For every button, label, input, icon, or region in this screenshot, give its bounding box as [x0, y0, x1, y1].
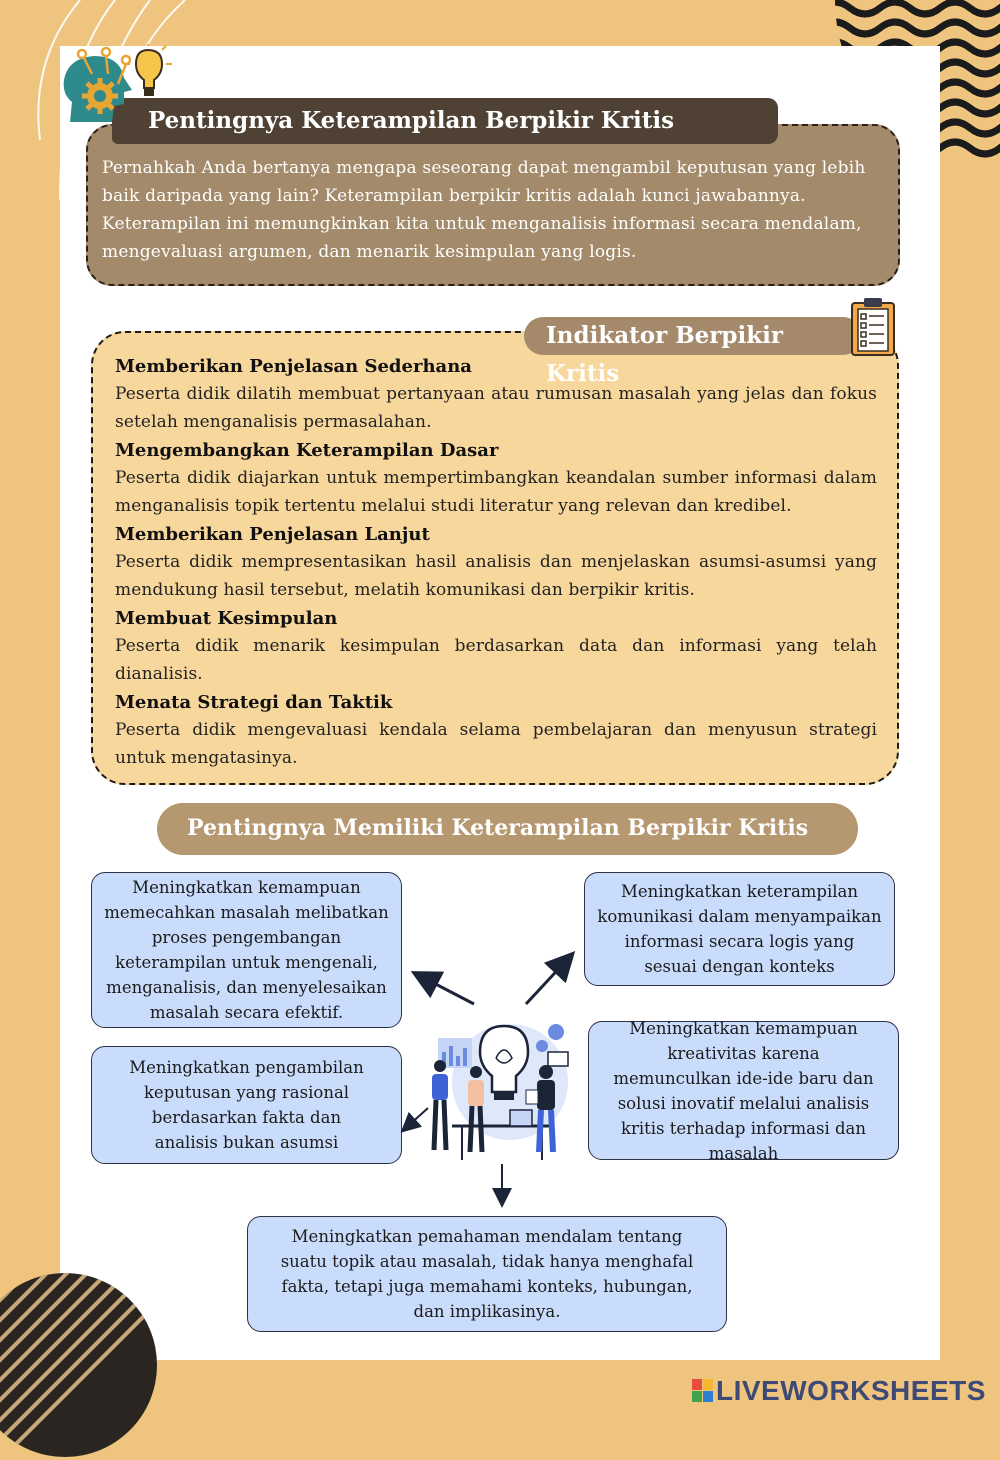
benefits-title	[157, 803, 858, 855]
indicator-title: Memberikan Penjelasan Lanjut	[115, 524, 430, 545]
intro-text: Pernahkah Anda bertanya mengapa seseorang dapat mengambil keputusan yang lebih baik daripada yang lain? Keterampilan berpikir kritis adalah kunci jawabannya. Keterampilan ini memungkinkan kita untuk menganalisis informasi secara mendalam, mengevaluasi argumen, dan menarik kesimpulan yang logis.	[102, 158, 866, 262]
main-title-text: Pentingnya Keterampilan Berpikir Kritis	[148, 107, 675, 134]
indicator-item	[115, 689, 877, 772]
indicator-text: Peserta didik mempresentasikan hasil analisis dan menjelaskan asumsi-asumsi yang mendukung hasil tersebut, melatih komunikasi dan berpikir kritis.	[115, 552, 877, 600]
benefit-text: Meningkatkan kemampuan kreativitas karena memunculkan ide-ide baru dan solusi inovatif melalui analisis kritis terhadap informasi dan masalah	[613, 1018, 874, 1163]
indicator-title: Mengembangkan Keterampilan Dasar	[115, 440, 499, 461]
gear-lightbulb-head-icon	[58, 44, 176, 124]
benefit-box-communication	[584, 872, 895, 986]
benefit-box-understanding	[247, 1216, 727, 1332]
benefit-text: Meningkatkan keterampilan komunikasi dalam menyampaikan informasi secara logis yang sesuai dengan konteks	[597, 882, 882, 976]
indicator-text: Peserta didik dilatih membuat pertanyaan atau rumusan masalah yang jelas dan fokus setelah menganalisis permasalahan.	[115, 384, 877, 432]
indicator-label	[524, 317, 862, 387]
benefit-box-creativity	[588, 1018, 899, 1163]
clipboard-checklist-icon	[849, 297, 897, 357]
benefit-box-problem-solving	[91, 872, 402, 1028]
liveworksheets-brand-text: LIVEWORKSHEETS	[716, 1375, 986, 1406]
indicator-item	[115, 353, 877, 436]
benefit-text: Meningkatkan pemahaman mendalam tentang suatu topik atau masalah, tidak hanya menghafal fakta, tetapi juga memahami konteks, hubungan, dan implikasinya.	[280, 1227, 694, 1321]
indicator-item	[115, 605, 877, 688]
indicator-item	[115, 437, 877, 520]
indicator-text: Peserta didik mengevaluasi kendala selama pembelajaran dan menyusun strategi untuk mengatasinya.	[115, 720, 877, 768]
indicator-title: Memberikan Penjelasan Sederhana	[115, 356, 472, 377]
decorative-striped-circle	[0, 1270, 160, 1460]
indicator-text: Peserta didik diajarkan untuk mempertimbangkan keandalan sumber informasi dalam menganalisis topik tertentu melalui studi literatur yang relevan dan kredibel.	[115, 468, 877, 516]
intro-paragraph-box	[86, 124, 900, 286]
teamwork-lightbulb-illustration	[422, 1018, 582, 1166]
indicator-item	[115, 521, 877, 604]
indicator-text: Peserta didik menarik kesimpulan berdasarkan data dan informasi yang telah dianalisis.	[115, 636, 877, 684]
indicator-title: Menata Strategi dan Taktik	[115, 692, 393, 713]
liveworksheets-brand	[692, 1375, 986, 1407]
liveworksheets-logo-icon	[692, 1379, 714, 1403]
indicator-box	[91, 331, 899, 785]
indicator-label-text: Indikator Berpikir Kritis	[546, 322, 784, 387]
benefit-box-decision-making	[91, 1046, 402, 1164]
indicator-title: Membuat Kesimpulan	[115, 608, 338, 629]
benefits-title-text: Pentingnya Memiliki Keterampilan Berpikir Kritis	[187, 815, 809, 841]
main-title	[112, 98, 778, 144]
benefit-text: Meningkatkan kemampuan memecahkan masalah melibatkan proses pengembangan keterampilan untuk mengenali, menganalisis, dan menyelesaikan masalah secara efektif.	[104, 878, 389, 1022]
benefit-text: Meningkatkan pengambilan keputusan yang rasional berdasarkan fakta dan analisis bukan asumsi	[129, 1058, 364, 1152]
